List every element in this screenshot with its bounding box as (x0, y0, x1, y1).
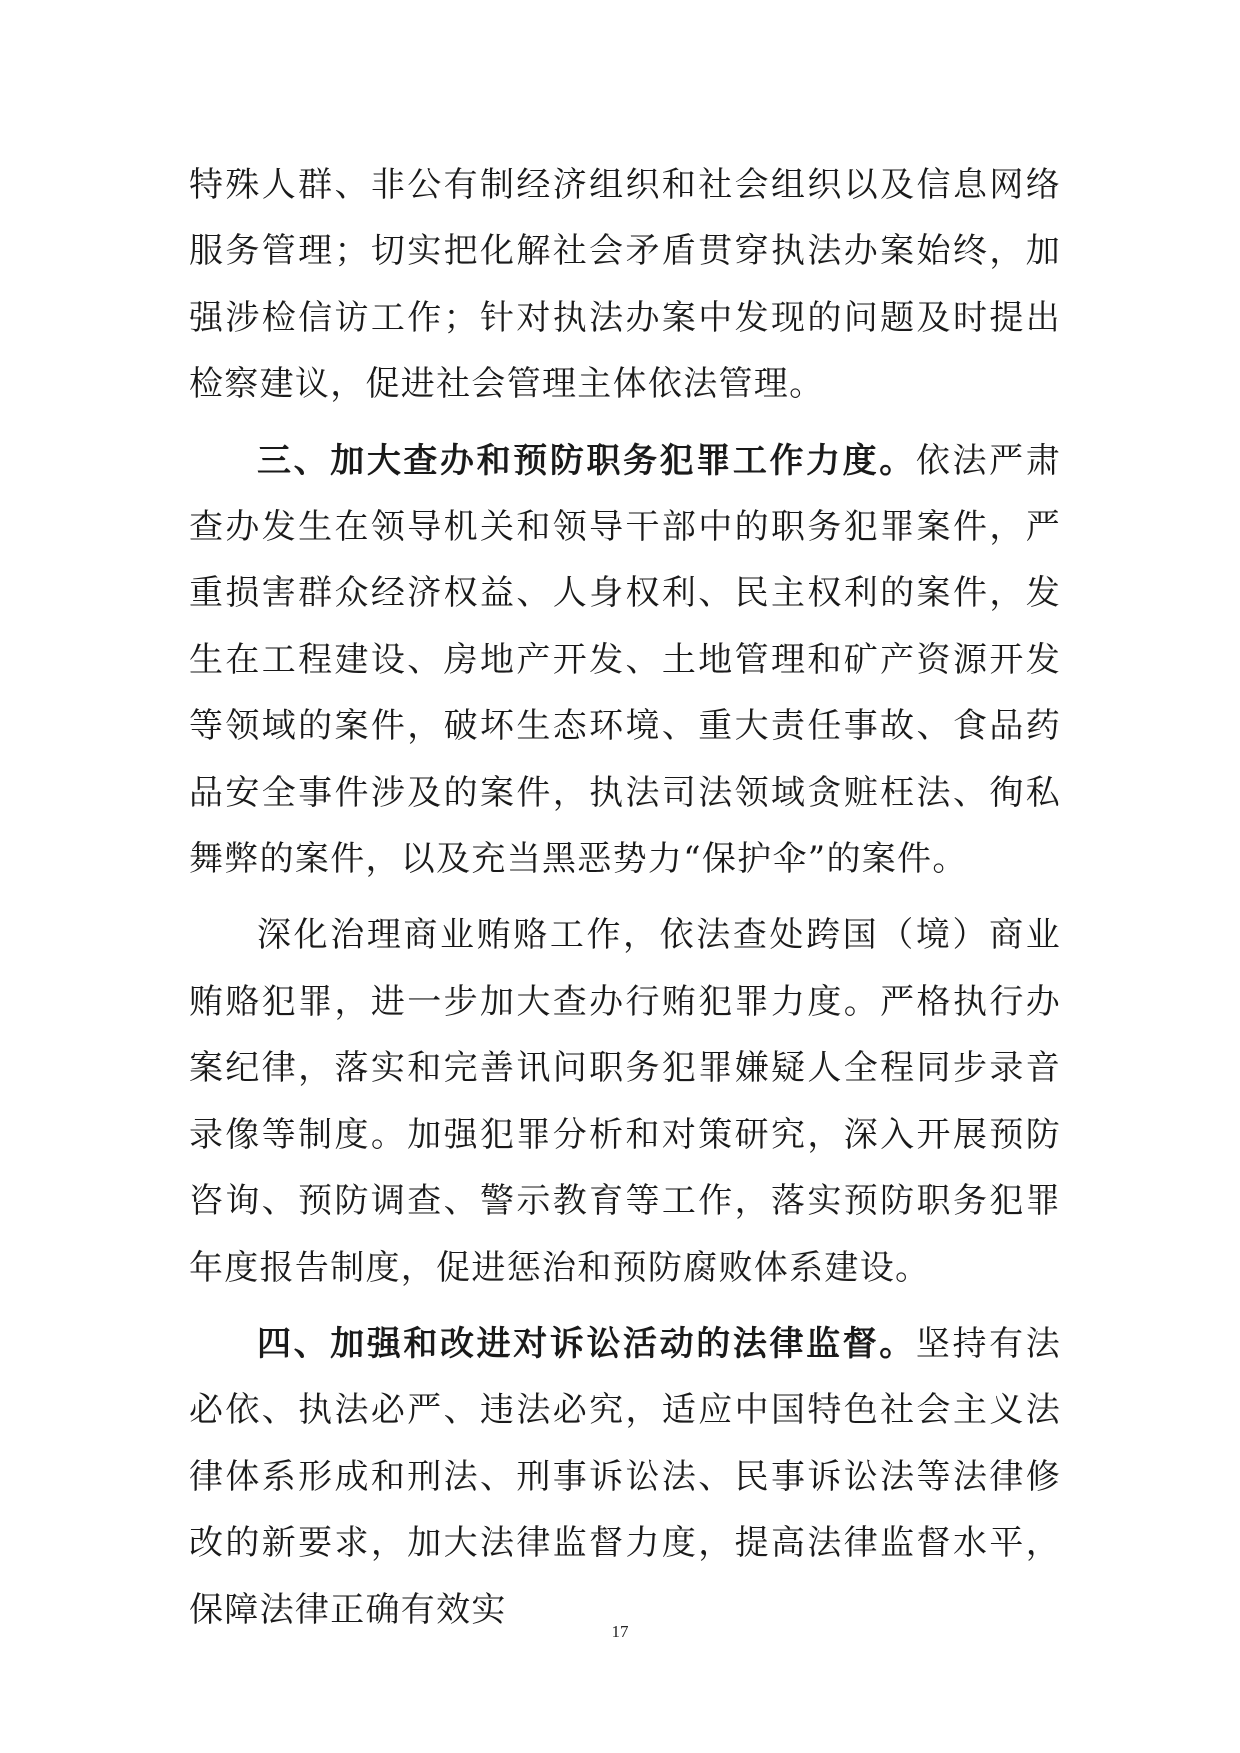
page-number: 17 (611, 1622, 629, 1641)
paragraph-text: 坚持有法必依、执法必严、违法必究，适应中国特色社会主义法律体系形成和刑法、刑事诉讼法、民事诉讼法等法律修改的新要求，加大法律监督力度，提高法律监督水平，保障法律正确有效实 (189, 1323, 1062, 1630)
paragraph-text: 深化治理商业贿赂工作，依法查处跨国（境）商业贿赂犯罪，进一步加大查办行贿犯罪力度。严格执行办案纪律，落实和完善讯问职务犯罪嫌疑人全程同步录音录像等制度。加强犯罪分析和对策研究，深入开展预防咨询、预防调查、警示教育等工作，落实预防职务犯罪年度报告制度，促进惩治和预防腐败体系建设。 (189, 915, 1061, 1288)
paragraph-section-four (189, 1311, 1061, 1643)
section-heading: 三、加大查办和预防职务犯罪工作力度。 (257, 440, 916, 481)
paragraph-text: 依法严肃查办发生在领导机关和领导干部中的职务犯罪案件，严重损害群众经济权益、人身权利、民主权利的案件，发生在工程建设、房地产开发、土地管理和矿产资源开发等领域的案件，破坏生态环境、重大责任事故、食品药品安全事件涉及的案件，执法司法领域贪赃枉法、徇私舞弊的案件，以及充当黑恶势力“保护伞”的案件。 (189, 440, 1062, 880)
section-heading: 四、加强和改进对诉讼活动的法律监督。 (257, 1323, 916, 1364)
paragraph-section-three (189, 428, 1061, 893)
document-body (189, 152, 1061, 1653)
paragraph-continuation (189, 152, 1061, 418)
paragraph-text: 特殊人群、非公有制经济组织和社会组织以及信息网络服务管理；切实把化解社会矛盾贯穿执法办案始终，加强涉检信访工作；针对执法办案中发现的问题及时提出检察建议，促进社会管理主体依法管理。 (189, 165, 1061, 405)
paragraph-commercial-bribery (189, 902, 1061, 1300)
